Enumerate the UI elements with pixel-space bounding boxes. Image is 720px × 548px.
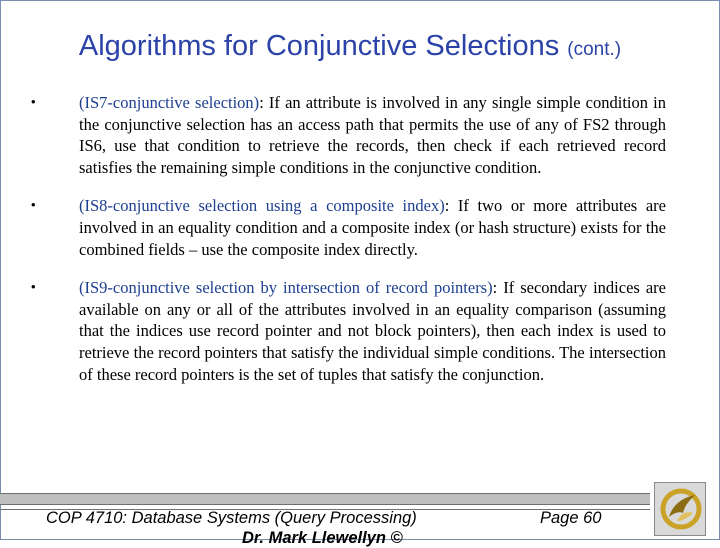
bullet-item-is8 xyxy=(0,195,720,260)
bullet-list xyxy=(0,92,720,402)
bullet-marker: • xyxy=(31,94,36,109)
bullet-item-is7 xyxy=(0,92,720,178)
bullet-text xyxy=(79,92,666,178)
bullet-body: : If two or more attributes are involved in an equality condition and a composite index (or hash structure) exists for the combined fields – use the composite index directly. xyxy=(79,196,666,259)
slide-title-suffix: (cont.) xyxy=(567,39,622,60)
bullet-marker: • xyxy=(31,197,36,213)
footer-bar xyxy=(0,493,650,505)
bullet-emphasis: (IS8-conjunctive selection using a composite index) xyxy=(79,196,445,216)
bullet-item-is9 xyxy=(0,277,720,385)
bullet-emphasis: (IS9-conjunctive selection by intersection of record pointers) xyxy=(79,278,493,298)
bullet-body: : If secondary indices are available on any or all of the attributes involved in an equality comparison (assuming that the indices use record pointer and not block pointers), then each index is used to retrieve the record pointers that satisfy the individual simple conditions. The intersection of these record pointers is the set of tuples that satisfy the conjunction. xyxy=(79,278,666,384)
logo-graphic xyxy=(655,483,705,535)
slide-title-main: Algorithms for Conjunctive Selections xyxy=(78,30,560,62)
footer-page-number: Page 60 xyxy=(540,509,602,527)
slide-title xyxy=(0,30,700,63)
ucf-pegasus-logo-icon xyxy=(654,482,706,536)
bullet-emphasis: (IS7-conjunctive selection) xyxy=(79,93,260,112)
bullet-marker: • xyxy=(31,279,36,295)
bullet-text xyxy=(79,277,666,385)
footer-author: Dr. Mark Llewellyn © xyxy=(242,529,403,547)
footer-course-title: COP 4710: Database Systems (Query Processing) xyxy=(46,509,417,527)
bullet-text xyxy=(79,195,666,260)
logo-body xyxy=(677,512,693,521)
bullet-body: : If an attribute is involved in any single simple condition in the conjunctive selection has an access path that permits the use of any of FS2 through IS6, use that condition to retrieve the records, then check if each retrieved record satisfies the remaining simple conditions in the conjunctive condition. xyxy=(79,93,666,177)
